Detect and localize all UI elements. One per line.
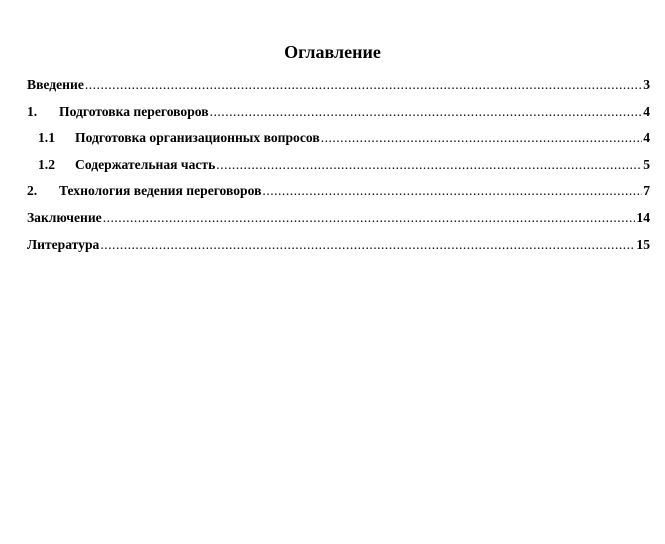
toc-page-number: 5 [643, 156, 650, 172]
toc-entry-literature[interactable] [27, 232, 650, 259]
toc-page-number: 4 [643, 103, 650, 119]
toc-leader-dots [216, 152, 642, 179]
toc-entry-conclusion[interactable] [27, 205, 650, 232]
toc-leader-dots [321, 125, 643, 152]
toc-page-number: 15 [636, 236, 650, 252]
toc-section-number: 1. [27, 103, 38, 119]
toc-entry-section-1-1[interactable] [27, 125, 650, 152]
toc-title: Оглавление [284, 42, 381, 62]
toc-page-number: 3 [643, 77, 650, 92]
toc-entry-text: Введение [27, 77, 84, 92]
toc-entry-section-1[interactable] [27, 99, 650, 126]
table-of-contents [27, 72, 650, 258]
toc-leader-dots [210, 99, 643, 126]
toc-leader-dots [262, 178, 642, 205]
toc-entry-text: Литература [27, 236, 100, 252]
toc-entry-section-1-2[interactable] [27, 152, 650, 179]
toc-section-number: 1.2 [38, 156, 55, 172]
toc-entry-introduction[interactable] [27, 72, 650, 99]
toc-page-number: 7 [643, 183, 650, 199]
toc-entry-text: Содержательная часть [75, 156, 216, 172]
toc-entry-text: Подготовка переговоров [59, 103, 209, 119]
toc-section-number: 1.1 [38, 130, 55, 146]
toc-section-number: 2. [27, 183, 38, 199]
toc-page-number: 14 [636, 209, 650, 225]
toc-leader-dots [85, 72, 642, 99]
toc-leader-dots [100, 232, 635, 259]
toc-entry-section-2[interactable] [27, 178, 650, 205]
toc-leader-dots [103, 205, 636, 232]
toc-entry-text: Технология ведения переговоров [59, 183, 262, 199]
toc-page-number: 4 [643, 130, 650, 146]
toc-entry-text: Подготовка организационных вопросов [75, 130, 320, 146]
toc-entry-text: Заключение [27, 209, 102, 225]
